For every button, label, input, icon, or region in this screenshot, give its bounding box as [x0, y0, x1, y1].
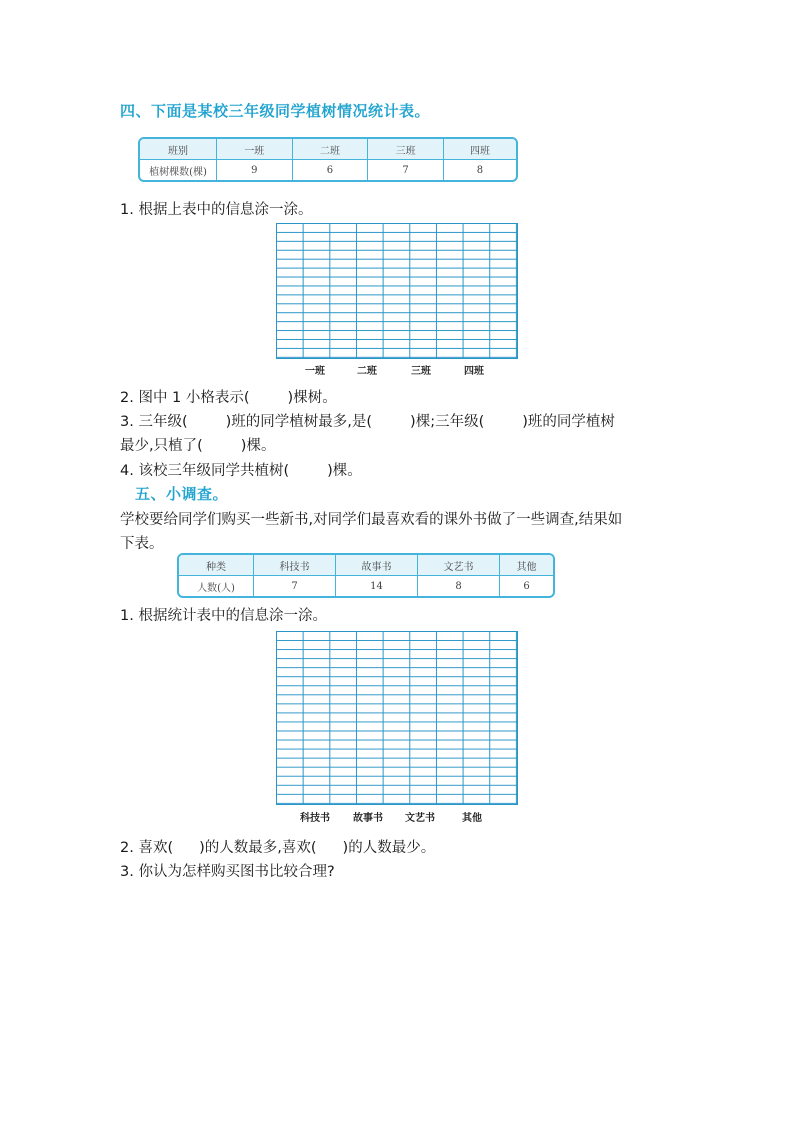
table-cell: 三班 — [368, 139, 444, 160]
question-text: 2. 图中 1 小格表示( — [120, 390, 250, 406]
table-cell: 其他 — [500, 555, 553, 576]
section4-question-4 — [120, 459, 362, 480]
grid-label: 四班 — [464, 366, 484, 377]
question-text: )班的同学植树最多,是( — [225, 414, 373, 430]
section5-title: 五、小调查。 — [135, 485, 229, 503]
table-cell: 班别 — [140, 139, 217, 160]
table-cell: 9 — [217, 160, 293, 180]
question-text: )的人数最少。 — [342, 840, 436, 856]
table-cell: 14 — [336, 576, 418, 596]
coloring-grid-trees[interactable] — [276, 223, 518, 359]
table-cell: 故事书 — [336, 555, 418, 576]
table-row — [140, 160, 516, 180]
section5-question-3: 3. 你认为怎样购买图书比较合理? — [120, 864, 335, 880]
table-header-row — [179, 555, 553, 576]
question-text: )棵树。 — [287, 390, 337, 406]
section5-intro: 学校要给同学们购买一些新书,对同学们最喜欢看的课外书做了一些调查,结果如 — [120, 512, 623, 528]
table-cell: 文艺书 — [418, 555, 500, 576]
question-text: 4. 该校三年级同学共植树( — [120, 463, 290, 479]
section5-question-2 — [120, 836, 435, 857]
table-cell: 植树棵数(棵) — [140, 160, 217, 180]
table-cell: 人数(人) — [179, 576, 254, 596]
table-cell: 6 — [293, 160, 369, 180]
table-cell: 科技书 — [254, 555, 336, 576]
section4-question-1: 1. 根据上表中的信息涂一涂。 — [120, 202, 313, 218]
tree-planting-table — [138, 137, 518, 182]
table-cell: 种类 — [179, 555, 254, 576]
question-text: 3. 三年级( — [120, 414, 188, 430]
section4-question-2 — [120, 386, 337, 407]
section5-intro: 下表。 — [120, 536, 164, 552]
table-header-row — [140, 139, 516, 160]
question-text: 2. 喜欢( — [120, 840, 174, 856]
section4-title: 四、下面是某校三年级同学植树情况统计表。 — [120, 102, 431, 120]
question-text: )棵;三年级( — [410, 414, 485, 430]
section4-question-3 — [120, 410, 615, 431]
grid-label: 文艺书 — [405, 813, 435, 824]
table-cell: 7 — [368, 160, 444, 180]
question-text: )班的同学植树 — [522, 414, 615, 430]
grid-label: 一班 — [305, 366, 325, 377]
table-row — [179, 576, 553, 596]
section4-question-3-cont — [120, 434, 275, 455]
grid-label: 科技书 — [300, 813, 330, 824]
grid-label: 其他 — [462, 813, 482, 824]
grid-label: 三班 — [411, 366, 431, 377]
section5-question-1: 1. 根据统计表中的信息涂一涂。 — [120, 608, 327, 624]
table-cell: 7 — [254, 576, 336, 596]
question-text: )棵。 — [327, 463, 362, 479]
book-survey-table — [177, 553, 555, 598]
table-cell: 8 — [418, 576, 500, 596]
grid-label: 故事书 — [353, 813, 383, 824]
question-text: )的人数最多,喜欢( — [199, 840, 317, 856]
question-text: )棵。 — [240, 438, 276, 454]
grid-label: 二班 — [357, 366, 377, 377]
question-text: 最少,只植了( — [120, 438, 203, 454]
table-cell: 8 — [476, 164, 484, 176]
table-cell: 6 — [523, 580, 530, 592]
coloring-grid-books[interactable] — [276, 631, 518, 805]
table-cell: 一班 — [217, 139, 293, 160]
table-cell: 二班 — [293, 139, 369, 160]
table-cell: 四班 — [444, 139, 516, 160]
